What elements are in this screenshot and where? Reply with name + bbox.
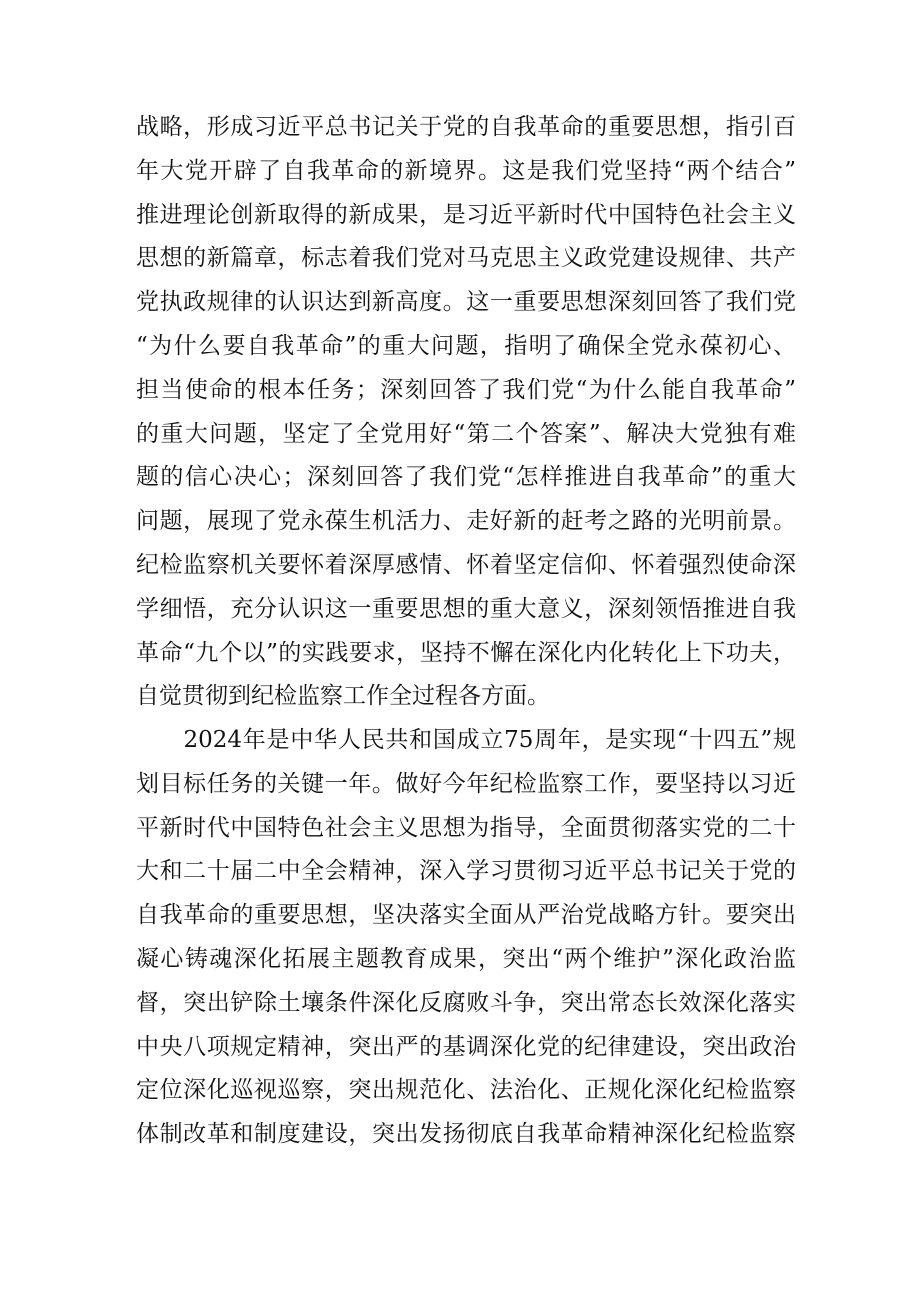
paragraph-line: 学细悟，充分认识这一重要思想的重大意义，深刻领悟推进自我 — [136, 595, 796, 622]
paragraph-line: 凝心铸魂深化拓展主题教育成果，突出“两个维护”深化政治监 — [136, 945, 796, 972]
paragraph-line: 年大党开辟了自我革命的新境界。这是我们党坚持“两个结合” — [136, 157, 796, 184]
paragraph-line: 督，突出铲除土壤条件深化反腐败斗争，突出常态长效深化落实 — [136, 989, 796, 1016]
paragraph-2 — [136, 719, 796, 1157]
paragraph-line: 自我革命的重要思想，坚决落实全面从严治党战略方针。要突出 — [136, 902, 796, 929]
paragraph-line: 2024年是中华人民共和国成立75周年，是实现“十四五”规 — [136, 727, 796, 753]
paragraph-line: 定位深化巡视巡察，突出规范化、法治化、正规化深化纪检监察 — [136, 1077, 796, 1104]
paragraph-line: 党执政规律的认识达到新高度。这一重要思想深刻回答了我们党 — [136, 289, 796, 316]
paragraph-line: 革命“九个以”的实践要求，坚持不懈在深化内化转化上下功夫， — [136, 639, 796, 666]
paragraph-line: 平新时代中国特色社会主义思想为指导，全面贯彻落实党的二十 — [136, 814, 796, 841]
paragraph-line-last: 自觉贯彻到纪检监察工作全过程各方面。 — [136, 683, 550, 710]
paragraph-line: 大和二十届二中全会精神，深入学习贯彻习近平总书记关于党的 — [136, 858, 796, 885]
paragraph-line: “为什么要自我革命”的重大问题，指明了确保全党永葆初心、 — [136, 332, 796, 359]
paragraph-1 — [136, 106, 796, 719]
paragraph-line: 中央八项规定精神，突出严的基调深化党的纪律建设，突出政治 — [136, 1033, 796, 1060]
paragraph-line: 思想的新篇章，标志着我们党对马克思主义政党建设规律、共产 — [136, 245, 796, 272]
paragraph-line: 体制改革和制度建设，突出发扬彻底自我革命精神深化纪检监察 — [136, 1121, 796, 1148]
paragraph-line: 纪检监察机关要怀着深厚感情、怀着坚定信仰、怀着强烈使命深 — [136, 551, 796, 578]
paragraph-line: 题的信心决心；深刻回答了我们党“怎样推进自我革命”的重大 — [136, 464, 796, 491]
paragraph-line: 问题，展现了党永葆生机活力、走好新的赶考之路的光明前景。 — [136, 508, 796, 535]
paragraph-line: 推进理论创新取得的新成果，是习近平新时代中国特色社会主义 — [136, 201, 796, 228]
paragraph-line: 担当使命的根本任务；深刻回答了我们党“为什么能自我革命” — [136, 376, 796, 403]
paragraph-line: 划目标任务的关键一年。做好今年纪检监察工作，要坚持以习近 — [136, 770, 796, 797]
paragraph-line: 战略，形成习近平总书记关于党的自我革命的重要思想，指引百 — [136, 114, 796, 140]
paragraph-line: 的重大问题，坚定了全党用好“第二个答案”、解决大党独有难 — [136, 420, 796, 447]
